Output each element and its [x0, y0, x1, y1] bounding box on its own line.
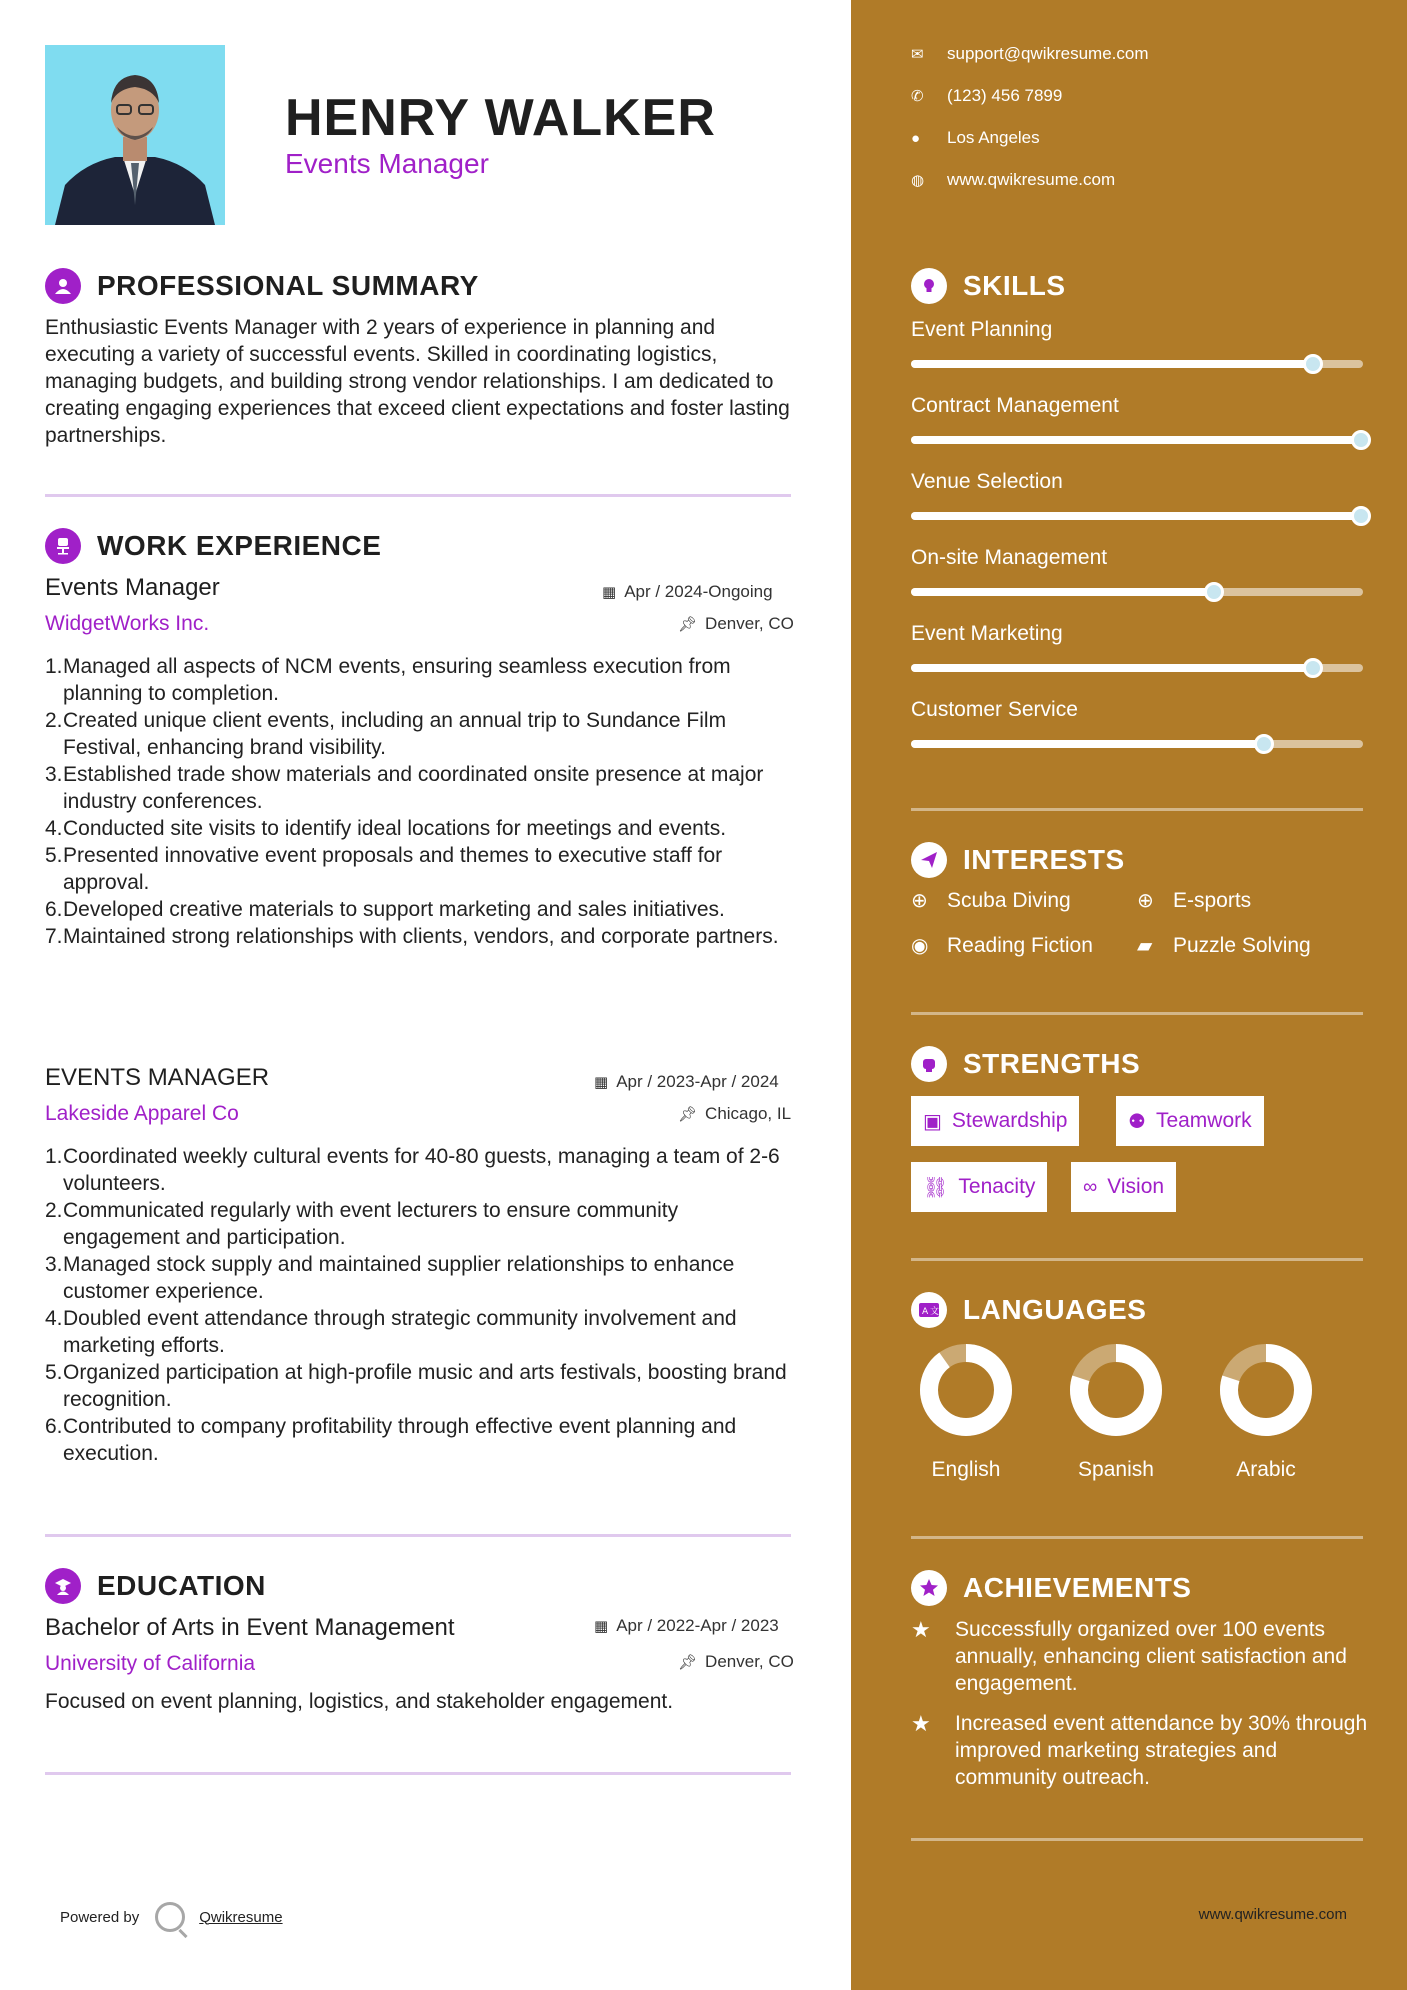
education-location-text: Denver, CO [705, 1652, 794, 1671]
job-location [678, 1104, 791, 1124]
candidate-role: Events Manager [285, 148, 489, 179]
language-item [911, 1342, 1021, 1482]
strength-chip [1116, 1096, 1264, 1146]
achievements-heading [911, 1570, 1191, 1606]
job-dates-text: Apr / 2024-Ongoing [624, 582, 773, 601]
achievement-item [911, 1616, 1371, 1697]
skill-bar-fill [911, 740, 1264, 748]
job-title: Events Manager [45, 574, 220, 601]
list-item: 5. Organized participation at high-profile music and arts festivals, boosting brand recognition. [45, 1361, 787, 1411]
skill-label: Event Planning [911, 318, 1053, 341]
job-location-text: Denver, CO [705, 614, 794, 633]
powered-by [60, 1902, 283, 1932]
list-item: 4. Doubled event attendance through strategic community involvement and marketing efforts. [45, 1307, 737, 1357]
list-item: 3. Managed stock supply and maintained supplier relationships to enhance customer experience. [45, 1253, 735, 1303]
education-description: Focused on event planning, logistics, and stakeholder engagement. [45, 1690, 674, 1713]
education-dates-text: Apr / 2022-Apr / 2023 [616, 1616, 779, 1635]
contact-email [911, 44, 1149, 64]
list-item: 1. Coordinated weekly cultural events for 40-80 guests, managing a team of 2-6 volunteers. [45, 1145, 780, 1195]
achievement-text: Increased event attendance by 30% through improved marketing strategies and community outreach. [955, 1712, 1368, 1789]
skill-label: Venue Selection [911, 470, 1063, 493]
interests-heading [911, 842, 1125, 878]
interest-item [911, 933, 1093, 958]
qwikresume-logo-icon [155, 1902, 185, 1932]
skill-bar [911, 436, 1363, 444]
language-donut-fill [929, 1353, 1003, 1427]
education-dates [594, 1616, 779, 1636]
job-dates [602, 582, 773, 602]
achievement-item [911, 1710, 1371, 1791]
phone-text: (123) 456 7899 [947, 86, 1063, 105]
achievement-text: Successfully organized over 100 events annually, enhancing client satisfaction and engagement. [955, 1618, 1347, 1695]
skill-label: On-site Management [911, 546, 1108, 569]
strength-chip [911, 1162, 1047, 1212]
skills-heading [911, 268, 1066, 304]
interest-label: E-sports [1173, 888, 1252, 912]
location-text: Los Angeles [947, 128, 1040, 147]
list-item: 4. Conducted site visits to identify ideal locations for meetings and events. [45, 817, 727, 840]
skill-bar-knob [1351, 506, 1371, 526]
job-dates [594, 1072, 779, 1092]
interest-label: Scuba Diving [947, 888, 1071, 912]
skill-bar-knob [1204, 582, 1224, 602]
list-item: 3. Established trade show materials and coordinated onsite presence at major industry conferences. [45, 763, 764, 813]
list-item: 6. Contributed to company profitability through effective event planning and execution. [45, 1415, 737, 1465]
powered-by-label: Powered by [60, 1908, 140, 1926]
pin-icon: 📌︎ [678, 1106, 698, 1123]
strength-label: Vision [1107, 1175, 1165, 1198]
strength-chip [1071, 1162, 1176, 1212]
experience-heading [45, 528, 381, 564]
star-icon [911, 1570, 947, 1606]
svg-text:文: 文 [930, 1307, 939, 1317]
duty-list [45, 1143, 795, 1467]
languages-heading [911, 1292, 1146, 1328]
pin-icon: 📌︎ [678, 616, 698, 633]
link-icon: ⛓ [923, 1176, 949, 1199]
skill-bar-fill [911, 664, 1313, 672]
map-pin-icon: ● [911, 129, 921, 147]
skill-bar-knob [1254, 734, 1274, 754]
skill-bar [911, 740, 1363, 748]
skill-bar [911, 512, 1363, 520]
divider [45, 1772, 791, 1775]
briefcase-icon: ▣ [923, 1110, 942, 1133]
language-donut [1218, 1342, 1314, 1438]
divider [911, 1838, 1363, 1841]
interest-item [1137, 933, 1311, 958]
summary-heading [45, 268, 479, 304]
contact-location [911, 128, 1040, 148]
job-title: EVENTS MANAGER [45, 1064, 270, 1091]
strength-label: Teamwork [1155, 1109, 1252, 1132]
skill-bar-fill [911, 436, 1363, 444]
brand-link[interactable]: Qwikresume [199, 1908, 283, 1926]
languages-title: LANGUAGES [963, 1294, 1147, 1325]
interest-item [1137, 888, 1251, 913]
star-icon: ★ [911, 1711, 931, 1736]
website-text[interactable]: www.qwikresume.com [947, 170, 1116, 189]
list-item: 7. Maintained strong relationships with clients, vendors, and corporate partners. [45, 925, 779, 948]
strength-chip [911, 1096, 1079, 1146]
chair-icon [45, 528, 81, 564]
globe-icon: ◍ [911, 172, 925, 189]
graduate-icon [45, 1568, 81, 1604]
education-title: EDUCATION [97, 1570, 266, 1601]
interests-title: INTERESTS [963, 844, 1125, 875]
education-location [678, 1652, 794, 1672]
user-icon [45, 268, 81, 304]
strength-label: Stewardship [951, 1109, 1068, 1132]
language-label: Spanish [1078, 1458, 1154, 1481]
calendar-icon: ▦ [602, 584, 617, 601]
list-item: 1. Managed all aspects of NCM events, ensuring seamless execution from planning to completion. [45, 655, 731, 705]
skill-label: Contract Management [911, 394, 1119, 417]
skill-bar-fill [911, 512, 1363, 520]
pin-icon: 📌︎ [678, 1654, 698, 1671]
skills-title: SKILLS [963, 270, 1066, 301]
profile-photo [45, 45, 225, 225]
language-icon [911, 1292, 947, 1328]
divider [911, 808, 1363, 811]
skill-bar-fill [911, 588, 1214, 596]
email-text[interactable]: support@qwikresume.com [947, 44, 1149, 63]
skill-bar-knob [1351, 430, 1371, 450]
fist-icon [911, 1046, 947, 1082]
experience-title: WORK EXPERIENCE [97, 530, 382, 561]
interest-label: Reading Fiction [947, 933, 1093, 957]
divider [911, 1012, 1363, 1015]
skill-bar [911, 664, 1363, 672]
achievements-title: ACHIEVEMENTS [963, 1572, 1192, 1603]
paper-plane-icon [911, 842, 947, 878]
job-dates-text: Apr / 2023-Apr / 2024 [616, 1072, 779, 1091]
strengths-heading [911, 1046, 1140, 1082]
list-item: 6. Developed creative materials to support marketing and sales initiatives. [45, 898, 725, 921]
list-item: 2. Created unique client events, including an annual trip to Sundance Film Festival, enhancing brand visibility. [45, 709, 727, 759]
summary-text: Enthusiastic Events Manager with 2 years of experience in planning and executing a variety of successful events. Skilled in coordinating logistics, managing budgets, and building strong vendor relationships. I am dedicated to creating engaging experiences that exceed client expectations and foster lasting partnerships. [45, 316, 790, 447]
contact-website [911, 170, 1115, 190]
contact-phone [911, 86, 1062, 106]
footer-website[interactable]: www.qwikresume.com [1198, 1906, 1347, 1923]
skill-label: Event Marketing [911, 622, 1063, 645]
lightbulb-icon [911, 268, 947, 304]
list-item: 2. Communicated regularly with event lecturers to ensure community engagement and participation. [45, 1199, 679, 1249]
interest-item [911, 888, 1071, 913]
lifebuoy-icon: ⊕ [1137, 890, 1154, 912]
language-item [1061, 1342, 1171, 1482]
language-item [1211, 1342, 1321, 1482]
duty-list [45, 653, 795, 950]
candidate-name: HENRY WALKER [285, 89, 716, 147]
divider [45, 1534, 791, 1537]
language-donut [1068, 1342, 1164, 1438]
strength-label: Tenacity [958, 1175, 1036, 1198]
users-icon: ⚉ [1128, 1110, 1146, 1133]
job-company: Lakeside Apparel Co [45, 1102, 239, 1125]
binoculars-icon: ∞ [1083, 1175, 1098, 1198]
summary-title: PROFESSIONAL SUMMARY [97, 270, 479, 301]
divider [911, 1536, 1363, 1539]
education-heading [45, 1568, 266, 1604]
book-icon: ▰ [1137, 935, 1153, 957]
language-label: English [931, 1458, 1001, 1481]
lifebuoy-icon: ⊕ [911, 890, 928, 912]
language-donut [918, 1342, 1014, 1438]
calendar-icon: ▦ [594, 1618, 609, 1635]
skill-label: Customer Service [911, 698, 1078, 721]
school: University of California [45, 1652, 256, 1675]
strengths-title: STRENGTHS [963, 1048, 1141, 1079]
degree: Bachelor of Arts in Event Management [45, 1614, 455, 1641]
list-item: 5. Presented innovative event proposals and themes to executive staff for approval. [45, 844, 723, 894]
divider [45, 494, 791, 497]
skill-bar [911, 360, 1363, 368]
phone-icon: ✆ [911, 88, 924, 105]
star-icon: ★ [911, 1617, 931, 1642]
skill-bar [911, 588, 1363, 596]
divider [911, 1258, 1363, 1261]
language-label: Arabic [1236, 1458, 1296, 1481]
interest-label: Puzzle Solving [1173, 933, 1311, 957]
job-company: WidgetWorks Inc. [45, 612, 210, 635]
skill-bar-fill [911, 360, 1313, 368]
gamepad-icon: ◉ [911, 935, 929, 957]
calendar-icon: ▦ [594, 1074, 609, 1091]
job-location [678, 614, 794, 634]
envelope-icon: ✉ [911, 46, 924, 63]
job-location-text: Chicago, IL [705, 1104, 792, 1123]
svg-text:A: A [922, 1307, 929, 1317]
